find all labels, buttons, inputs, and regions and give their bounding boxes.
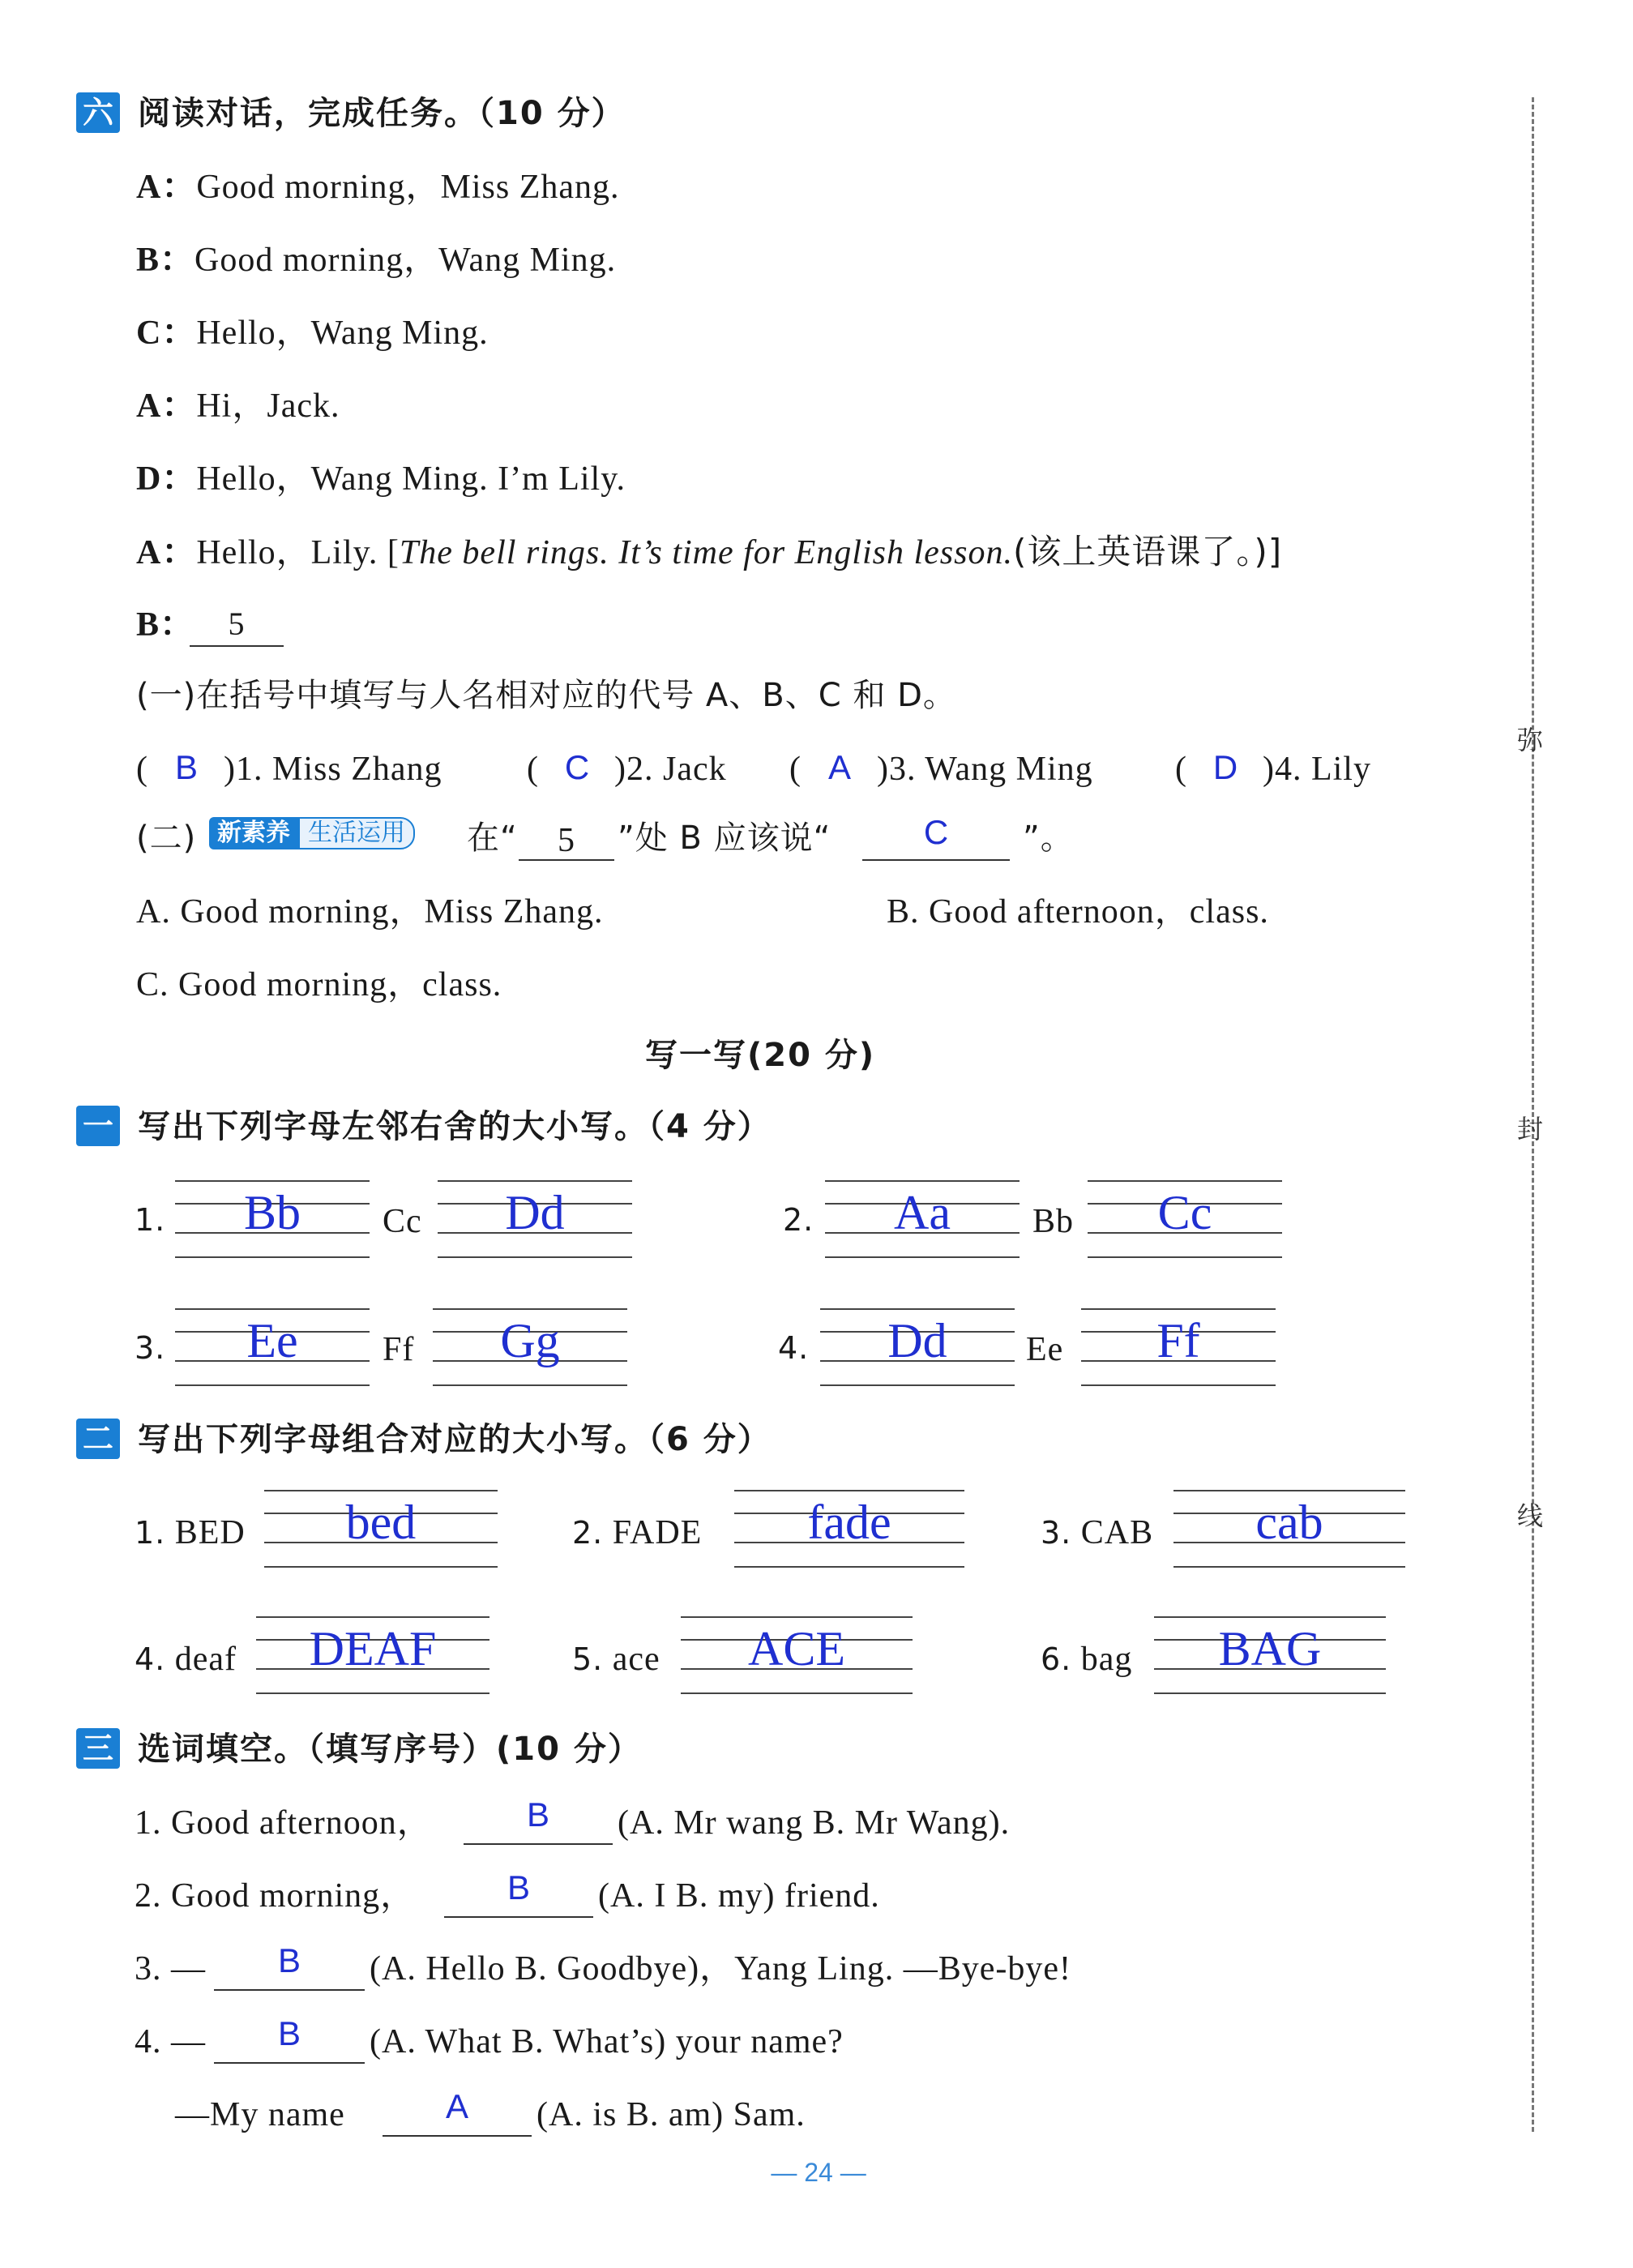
match-item-label: )1. Miss Zhang — [224, 751, 442, 788]
match-item-label: )3. Wang Ming — [877, 751, 1093, 788]
answer-text: B — [174, 748, 198, 786]
dialogue-line: B： — [136, 606, 195, 644]
blank-number: 5 — [558, 822, 575, 859]
answer-text: C — [564, 748, 590, 786]
answer-text: Ee — [246, 1314, 298, 1367]
given-letters: Bb — [1032, 1203, 1075, 1240]
answer-text: A — [827, 748, 851, 786]
match-item: ( — [789, 751, 802, 788]
part-title: 写出下列字母组合对应的大小写。（6 分） — [138, 1421, 772, 1458]
four-line-grid[interactable] — [1088, 1180, 1282, 1258]
answer-text: C — [923, 813, 949, 851]
part-title: 写出下列字母左邻右舍的大小写。（4 分） — [138, 1108, 772, 1145]
given-letters: Ff — [383, 1331, 415, 1368]
option-b: B. Good afternoon，class. — [887, 893, 1269, 931]
dialogue-line: A：Hi，Jack. — [136, 387, 340, 425]
part-badge: 二 — [76, 1419, 120, 1459]
answer-text: Bb — [243, 1186, 301, 1239]
given-word: 1. BED — [135, 1514, 246, 1551]
given-word: 4. deaf — [135, 1641, 237, 1678]
four-line-grid[interactable] — [1081, 1308, 1276, 1386]
four-line-grid[interactable] — [175, 1180, 370, 1258]
four-line-grid[interactable] — [433, 1308, 627, 1386]
literacy-tag — [209, 817, 415, 849]
four-line-grid[interactable] — [734, 1490, 964, 1568]
part-badge: 三 — [76, 1728, 120, 1769]
answer-blank[interactable] — [190, 605, 284, 647]
question-prefix: —My name — [175, 2096, 345, 2133]
option-c: C. Good morning，class. — [136, 966, 502, 1003]
answer-blank[interactable] — [862, 815, 1010, 861]
question-prefix: 2. Good morning， — [135, 1877, 416, 1915]
four-line-grid[interactable] — [1154, 1616, 1386, 1694]
answer-text: Aa — [894, 1186, 951, 1239]
item-number: 4. — [778, 1330, 810, 1366]
question-prefix: 3. — — [135, 1950, 206, 1988]
answer-text: B — [277, 1941, 301, 1979]
dialogue-line: A：Hello，Lily. [The bell rings. It’s time for English lesson.(该上英语课了。)] — [136, 532, 1283, 571]
question-suffix: (A. Hello B. Goodbye)，Yang Ling. —Bye-bye! — [370, 1950, 1071, 1988]
answer-blank[interactable] — [383, 2087, 532, 2137]
given-letters: Ee — [1026, 1331, 1064, 1368]
match-item: ( — [136, 751, 148, 788]
given-word: 3. CAB — [1041, 1514, 1154, 1551]
given-word: 6. bag — [1041, 1641, 1133, 1678]
four-line-grid[interactable] — [825, 1180, 1020, 1258]
given-letters: Cc — [383, 1203, 422, 1240]
question-prefix: 1. Good afternoon， — [135, 1804, 432, 1842]
answer-text: bed — [345, 1496, 417, 1549]
section-badge: 六 — [76, 92, 120, 133]
blank-number: 5 — [228, 606, 246, 642]
match-item-label: )2. Jack — [614, 751, 727, 788]
answer-text: BAG — [1218, 1622, 1322, 1675]
tag-new-literacy: 新素养 — [209, 817, 298, 849]
answer-text: A — [445, 2087, 468, 2125]
task-text: 在“ — [467, 819, 518, 857]
dialogue-line: A：Good morning，Miss Zhang. — [136, 169, 620, 206]
answer-text: Cc — [1157, 1186, 1212, 1239]
task-prefix: (二) — [136, 819, 197, 857]
task-instruction: (一)在括号中填写与人名相对应的代号 A、B、C 和 D。 — [136, 677, 956, 714]
four-line-grid[interactable] — [820, 1308, 1015, 1386]
margin-label-feng: 封 — [1517, 1114, 1544, 1145]
match-item: ( — [1175, 751, 1187, 788]
tag-life-use: 生活运用 — [298, 817, 415, 849]
item-number: 3. — [135, 1330, 166, 1366]
answer-blank[interactable] — [444, 1868, 593, 1918]
question-suffix: (A. is B. am) Sam. — [536, 2096, 806, 2133]
four-line-grid[interactable] — [264, 1490, 498, 1568]
match-item: ( — [527, 751, 539, 788]
four-line-grid[interactable] — [175, 1308, 370, 1386]
answer-text: D — [1212, 748, 1238, 786]
given-word: 2. FADE — [572, 1514, 703, 1551]
answer-blank[interactable] — [214, 1941, 365, 1991]
write-section-title: 写一写(20 分) — [645, 1037, 876, 1074]
match-item-label: )4. Lily — [1263, 751, 1371, 788]
dialogue-line: B：Good morning，Wang Ming. — [136, 242, 617, 279]
dialogue-line: D：Hello，Wang Ming. I’m Lily. — [136, 460, 626, 498]
task-text: ”。 — [1023, 819, 1074, 857]
answer-text: DEAF — [309, 1622, 437, 1675]
option-a: A. Good morning，Miss Zhang. — [136, 893, 604, 931]
question-suffix: (A. I B. my) friend. — [598, 1877, 880, 1915]
answer-text: Dd — [887, 1314, 947, 1367]
part-badge: 一 — [76, 1106, 120, 1146]
answer-text: B — [507, 1868, 530, 1906]
question-suffix: (A. Mr wang B. Mr Wang). — [618, 1804, 1011, 1842]
item-number: 2. — [783, 1202, 814, 1238]
answer-text: cab — [1255, 1496, 1323, 1549]
four-line-grid[interactable] — [438, 1180, 632, 1258]
answer-text: Ff — [1156, 1314, 1200, 1367]
given-word: 5. ace — [572, 1641, 660, 1678]
four-line-grid[interactable] — [256, 1616, 489, 1694]
answer-blank[interactable] — [519, 815, 614, 861]
answer-blank[interactable] — [214, 2014, 365, 2064]
dialogue-line: C：Hello，Wang Ming. — [136, 315, 489, 352]
chinese-note: (该上英语课了。)] — [1013, 532, 1283, 571]
part-title: 选词填空。（填写序号）(10 分） — [138, 1731, 642, 1768]
question-prefix: 4. — — [135, 2023, 206, 2060]
answer-text: fade — [807, 1496, 891, 1549]
answer-text: ACE — [748, 1622, 845, 1675]
answer-text: Dd — [505, 1186, 565, 1239]
italic-note: The bell rings. It’s time for English lesson. — [399, 534, 1013, 571]
answer-text: Gg — [500, 1314, 560, 1367]
answer-text: B — [526, 1795, 549, 1834]
four-line-grid[interactable] — [1173, 1490, 1405, 1568]
page-number: — 24 — — [771, 2158, 866, 2187]
margin-label-xian: 线 — [1517, 1500, 1544, 1531]
four-line-grid[interactable] — [681, 1616, 913, 1694]
answer-blank[interactable] — [464, 1795, 613, 1845]
task-text: ”处 B 应该说“ — [618, 819, 831, 857]
answer-text: B — [277, 2014, 301, 2052]
item-number: 1. — [135, 1202, 166, 1238]
question-suffix: (A. What B. What’s) your name? — [370, 2023, 844, 2060]
section-title: 阅读对话，完成任务。（10 分） — [138, 95, 626, 132]
margin-label-mi: 弥 — [1517, 725, 1544, 755]
